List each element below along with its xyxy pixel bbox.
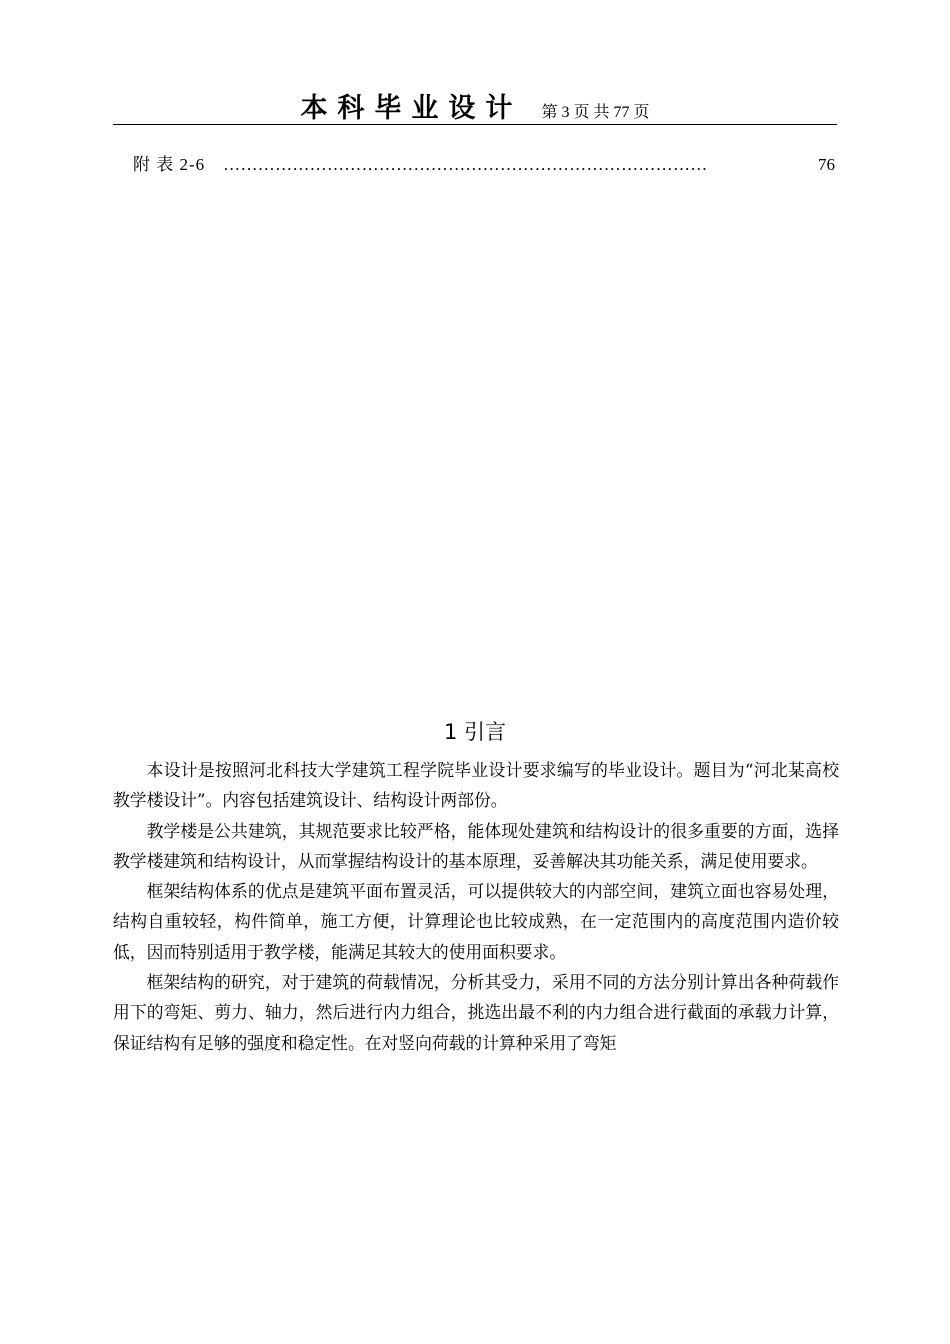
paragraph: 教学楼是公共建筑，其规范要求比较严格，能体现处建筑和结构设计的很多重要的方面，选择教学楼建筑和结构设计，从而掌握结构设计的基本原理，妥善解决其功能关系，满足使用要求。 xyxy=(113,820,839,871)
header-rule xyxy=(113,124,837,125)
toc-entry-leader: ………………………………………………………………………… xyxy=(223,155,708,174)
toc-entry-label: 附 表 2-6 xyxy=(133,155,206,174)
page-header xyxy=(113,86,837,124)
header-page-info: 第 3 页 共 77 页 xyxy=(541,104,650,121)
toc-entry-page: 76 xyxy=(818,155,835,174)
section-body xyxy=(113,755,839,1058)
paragraph: 框架结构的研究，对于建筑的荷载情况，分析其受力，采用不同的方法分别计算出各种荷载作用下的弯矩、剪力、轴力，然后进行内力组合，挑选出最不利的内力组合进行截面的承载力计算，保证结构有足够的强度和稳定性。在对竖向荷载的计算种采用了弯矩 xyxy=(113,972,839,1053)
paragraph: 本设计是按照河北科技大学建筑工程学院毕业设计要求编写的毕业设计。题目为“河北某高校教学楼设计”。内容包括建筑设计、结构设计两部份。 xyxy=(113,760,839,811)
header-title: 本科毕业设计 xyxy=(300,93,523,124)
paragraph: 框架结构体系的优点是建筑平面布置灵活，可以提供较大的内部空间，建筑立面也容易处理，结构自重较轻，构件简单，施工方便，计算理论也比较成熟，在一定范围内的高度范围内造价较低，因而特别适用于教学楼，能满足其较大的使用面积要求。 xyxy=(113,881,839,962)
toc-entry xyxy=(133,150,837,172)
section-heading: 1 引言 xyxy=(443,720,507,744)
